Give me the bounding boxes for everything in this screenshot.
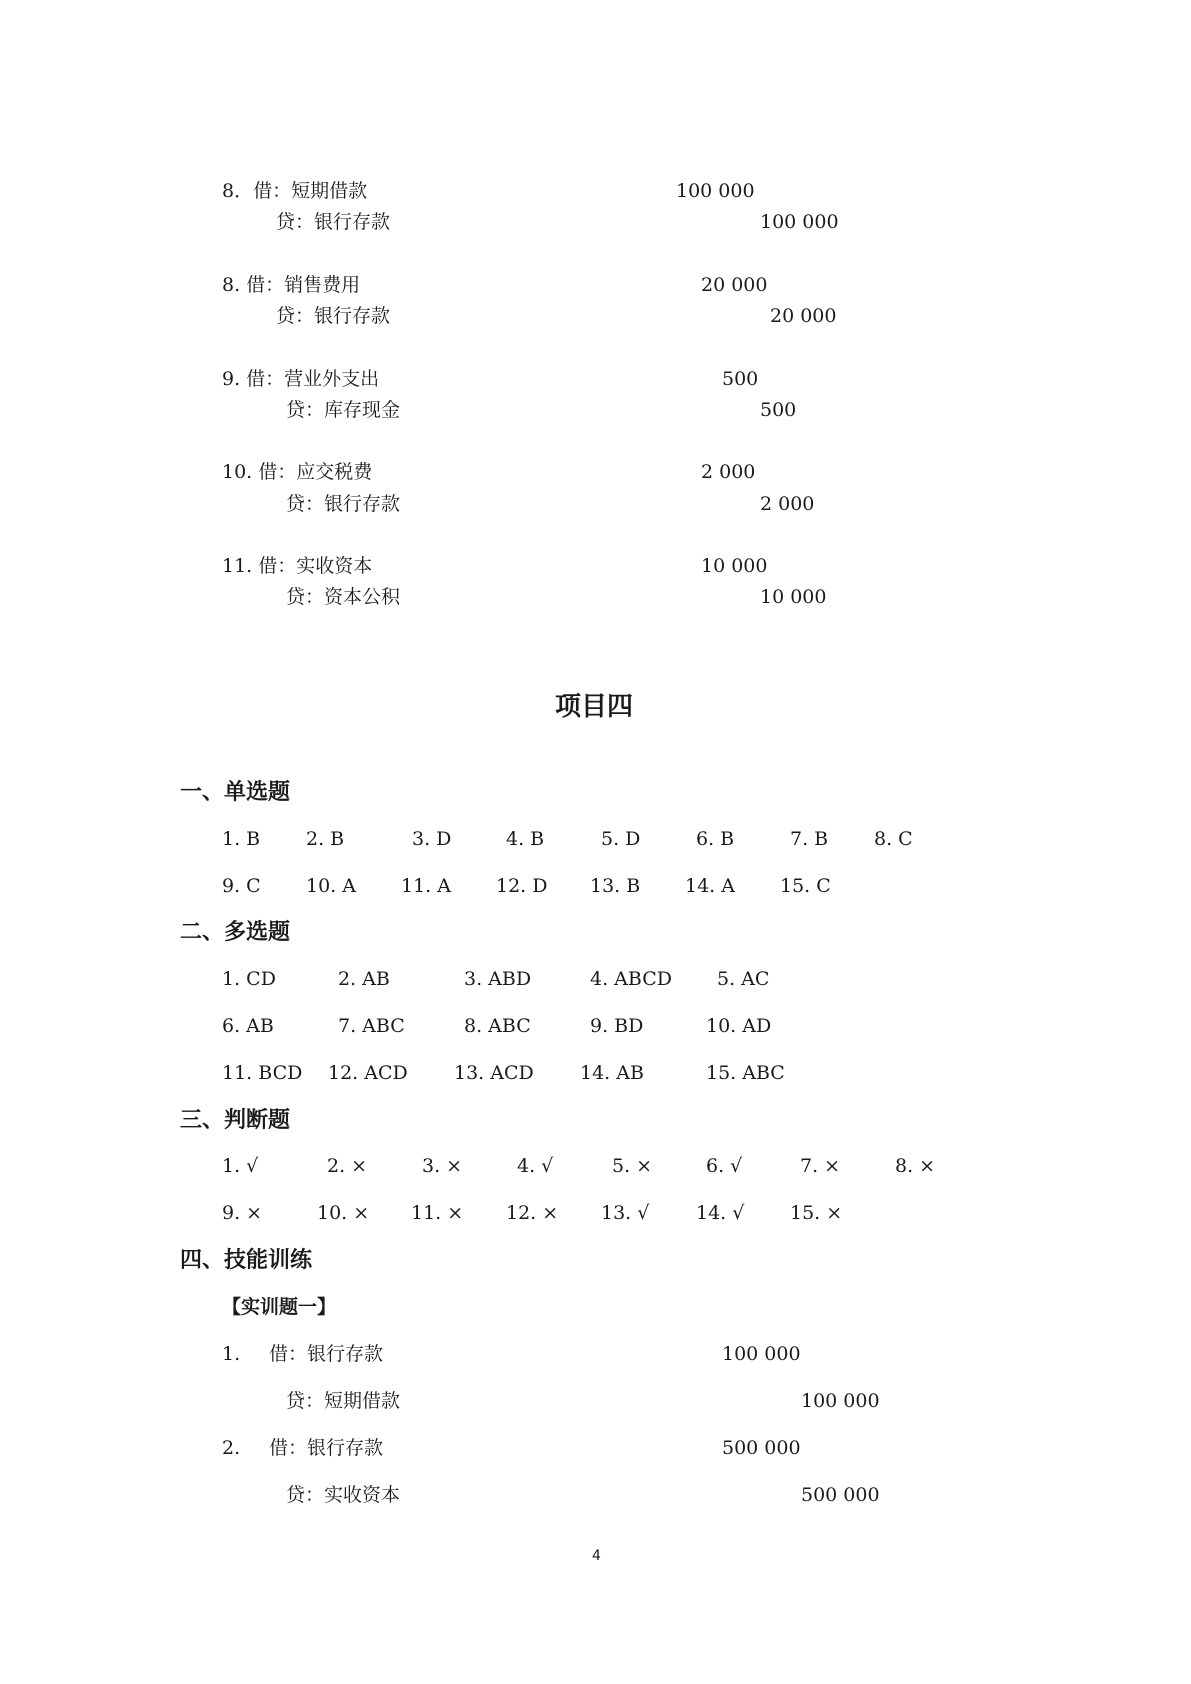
credit-line: 贷：银行存款: [286, 493, 401, 515]
credit-amount: 10 000: [760, 586, 827, 608]
answer-item: 7. ABC: [338, 1015, 405, 1037]
credit-line: 贷：短期借款: [286, 1390, 401, 1412]
credit-line: 贷：库存现金: [286, 399, 401, 421]
answer-item: 11. ×: [411, 1202, 464, 1224]
answer-item: 6. AB: [222, 1015, 274, 1037]
section-heading-true-false: 三、判断题: [180, 1108, 291, 1133]
answer-item: 15. ABC: [706, 1062, 785, 1084]
answer-item: 1. CD: [222, 968, 276, 990]
debit-amount: 500 000: [722, 1437, 801, 1459]
answer-item: 14. A: [685, 875, 735, 897]
credit-amount: 100 000: [760, 211, 839, 233]
answer-item: 14. AB: [580, 1062, 644, 1084]
debit-amount: 2 000: [701, 461, 756, 483]
credit-line: 贷：资本公积: [286, 586, 401, 608]
debit-line: 11. 借：实收资本: [222, 555, 373, 577]
answer-item: 4. B: [506, 828, 545, 850]
section-heading-multi-choice: 二、多选题: [180, 920, 291, 945]
answer-item: 2. AB: [338, 968, 390, 990]
page-title: 项目四: [555, 692, 634, 722]
answer-item: 14. √: [696, 1202, 745, 1224]
credit-amount: 100 000: [801, 1390, 880, 1412]
credit-line: 贷：实收资本: [286, 1484, 401, 1506]
section-heading-single-choice: 一、单选题: [180, 780, 291, 805]
answer-item: 1. √: [222, 1155, 259, 1177]
answer-item: 8. ×: [895, 1155, 936, 1177]
answer-item: 3. ×: [422, 1155, 463, 1177]
answer-item: 15. ×: [790, 1202, 843, 1224]
answer-item: 7. B: [790, 828, 829, 850]
answer-item: 13. B: [590, 875, 641, 897]
debit-line: 9. 借：营业外支出: [222, 368, 380, 390]
answer-item: 9. BD: [590, 1015, 644, 1037]
answer-item: 9. C: [222, 875, 261, 897]
debit-amount: 10 000: [701, 555, 768, 577]
answer-item: 13. ACD: [454, 1062, 534, 1084]
credit-line: 贷：银行存款: [276, 211, 391, 233]
answer-item: 10. ×: [317, 1202, 370, 1224]
page-number: 4: [592, 1548, 601, 1564]
answer-item: 7. ×: [800, 1155, 841, 1177]
answer-item: 12. ×: [506, 1202, 559, 1224]
answer-item: 9. ×: [222, 1202, 263, 1224]
answer-item: 2. ×: [327, 1155, 368, 1177]
answer-item: 8. ABC: [464, 1015, 531, 1037]
answer-item: 5. D: [601, 828, 641, 850]
answer-item: 6. B: [696, 828, 735, 850]
answer-item: 12. D: [496, 875, 548, 897]
answer-item: 4. √: [517, 1155, 554, 1177]
answer-item: 2. B: [306, 828, 345, 850]
answer-item: 3. D: [412, 828, 452, 850]
answer-item: 5. AC: [717, 968, 770, 990]
credit-amount: 20 000: [770, 305, 837, 327]
section-heading-skills: 四、技能训练: [180, 1248, 313, 1273]
debit-line: 10. 借：应交税费: [222, 461, 373, 483]
debit-line: 8. 借：销售费用: [222, 274, 361, 296]
answer-item: 6. √: [706, 1155, 743, 1177]
answer-item: 10. A: [306, 875, 356, 897]
answer-item: 12. ACD: [328, 1062, 408, 1084]
debit-amount: 500: [722, 368, 759, 390]
exercise-subheading: 【实训题一】: [222, 1296, 337, 1318]
debit-amount: 20 000: [701, 274, 768, 296]
answer-item: 1. B: [222, 828, 261, 850]
answer-item: 4. ABCD: [590, 968, 672, 990]
answer-item: 11. A: [401, 875, 451, 897]
answer-item: 11. BCD: [222, 1062, 303, 1084]
answer-item: 13. √: [601, 1202, 650, 1224]
answer-item: 3. ABD: [464, 968, 532, 990]
credit-line: 贷：银行存款: [276, 305, 391, 327]
credit-amount: 500 000: [801, 1484, 880, 1506]
debit-line: 借：银行存款: [269, 1437, 384, 1459]
debit-line: 8．借：短期借款: [222, 180, 368, 202]
credit-amount: 500: [760, 399, 797, 421]
entry-number: 2.: [222, 1437, 241, 1459]
answer-item: 8. C: [874, 828, 913, 850]
debit-amount: 100 000: [722, 1343, 801, 1365]
answer-item: 10. AD: [706, 1015, 772, 1037]
debit-line: 借：银行存款: [269, 1343, 384, 1365]
entry-number: 1.: [222, 1343, 241, 1365]
credit-amount: 2 000: [760, 493, 815, 515]
answer-item: 15. C: [780, 875, 831, 897]
debit-amount: 100 000: [676, 180, 755, 202]
answer-item: 5. ×: [612, 1155, 653, 1177]
